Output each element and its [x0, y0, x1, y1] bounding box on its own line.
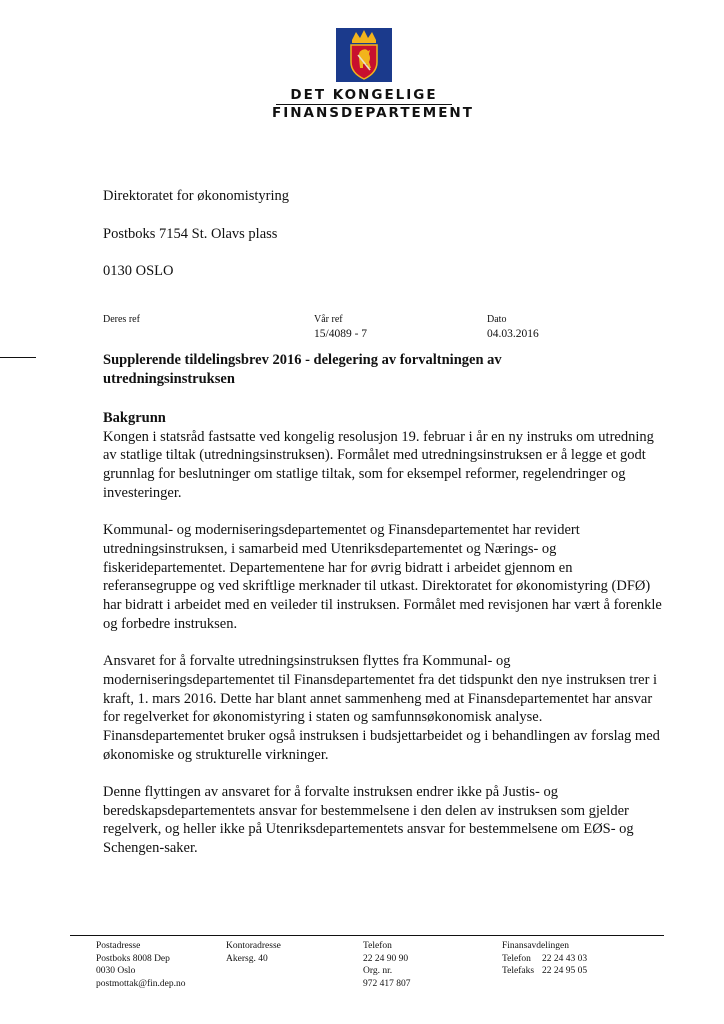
avd-telefaks-row: [502, 965, 587, 978]
paragraph: Ansvaret for å forvalte utredningsinstruksen flyttes fra Kommunal- og moderniseringsdepartementet til Finansdepartementet fra det tidspunkt den nye instruksen trer i kraft, 1. mars 2016. Dette har blant annet sammenheng med at Finansdepartementet har ansvar for regelverket for økonomistyring i staten og samfunnsøkonomisk analyse. Finansdepartementet bruker også instruksen i budsjettarbeidet og i behandlingen av forslag med økonomiske og strukturelle virkninger.: [103, 653, 660, 763]
avd-telefon-row: [502, 953, 587, 966]
postadresse-line2: 0030 Oslo: [96, 966, 136, 977]
avd-telefon-label: Telefon: [502, 953, 531, 964]
section-heading: Bakgrunn: [103, 410, 166, 426]
telefon-value: 22 24 90 90: [363, 953, 409, 964]
postadresse-label: Postadresse: [96, 941, 141, 951]
footer-kontoradresse: [226, 940, 281, 965]
paragraph: Kommunal- og moderniseringsdepartementet og Finansdepartementet har revidert utredningsinstruksen, i samarbeid med Utenriksdepartementet og Nærings- og fiskeridepartementet. Departementene har for øvrig bidratt i arbeidet gjennom en referansegruppe og ved skriftlige merknader til utkast. Direktoratet for økonomistyring (DFØ) har bidratt i arbeidet med en veileder til instruksen. Formålet med revisjonen har vært å forenkle og forbedre instruksen.: [103, 522, 662, 632]
avdeling-label: Finansavdelingen: [502, 941, 570, 951]
kontoradresse-line1: Akersg. 40: [226, 953, 268, 964]
telefon-label: Telefon: [363, 941, 392, 951]
dato-label: Dato: [487, 314, 507, 325]
dato-value: 04.03.2016: [487, 328, 539, 340]
postadresse-line1: Postboks 8008 Dep: [96, 953, 170, 964]
deres-ref-label: Deres ref: [103, 314, 140, 325]
paragraph: Denne flyttingen av ansvaret for å forvalte instruksen endrer ikke på Justis- og beredskapsdepartementets ansvar for bestemmelsene i den delen av instruksen som gjelder regelverk, og heller ikke på Utenriksdepartementets ansvar for bestemmelsene om EØS- og Schengen-saker.: [103, 784, 634, 857]
var-ref-value: 15/4089 - 7: [314, 328, 368, 340]
fold-mark: [0, 357, 36, 358]
footer-divider: [70, 935, 664, 936]
recipient-name: Direktoratet for økonomistyring: [103, 188, 290, 204]
avd-telefaks-label: Telefaks: [502, 966, 535, 977]
avd-telefaks-value: 22 24 95 05: [542, 966, 588, 977]
footer-telefon: [363, 940, 411, 990]
ministry-name-line1: DET KONGELIGE: [290, 87, 438, 103]
letter-body: [103, 409, 663, 877]
footer-postadresse: [96, 940, 186, 990]
paragraph: Kongen i statsråd fastsatte ved kongelig resolusjon 19. februar i år en ny instruks om utredning av statlige tiltak (utredningsinstruksen). Formålet med utredningsinstruksen er å legge et godt grunnlag for beslutninger om statlige tiltak, som for eksempel reformer, regelendringer og investeringer.: [103, 428, 654, 501]
letterhead: [272, 28, 474, 121]
recipient-postal: 0130 OSLO: [103, 263, 174, 279]
postadresse-email: postmottak@fin.dep.no: [96, 978, 186, 989]
var-ref-label: Vår ref: [314, 314, 343, 325]
ministry-name-line2: FINANSDEPARTEMENT: [272, 105, 474, 121]
kontoradresse-label: Kontoradresse: [226, 941, 281, 951]
recipient-address: Postboks 7154 St. Olavs plass: [103, 226, 278, 242]
footer-avdeling: [502, 940, 587, 978]
orgnr-value: 972 417 807: [363, 978, 411, 989]
orgnr-label: Org. nr.: [363, 966, 393, 977]
subject-line: Supplerende tildelingsbrev 2016 - delegering av forvaltningen av utredningsinstruksen: [103, 352, 502, 387]
avd-telefon-value: 22 24 43 03: [542, 953, 588, 964]
coat-of-arms-icon: [336, 28, 392, 82]
